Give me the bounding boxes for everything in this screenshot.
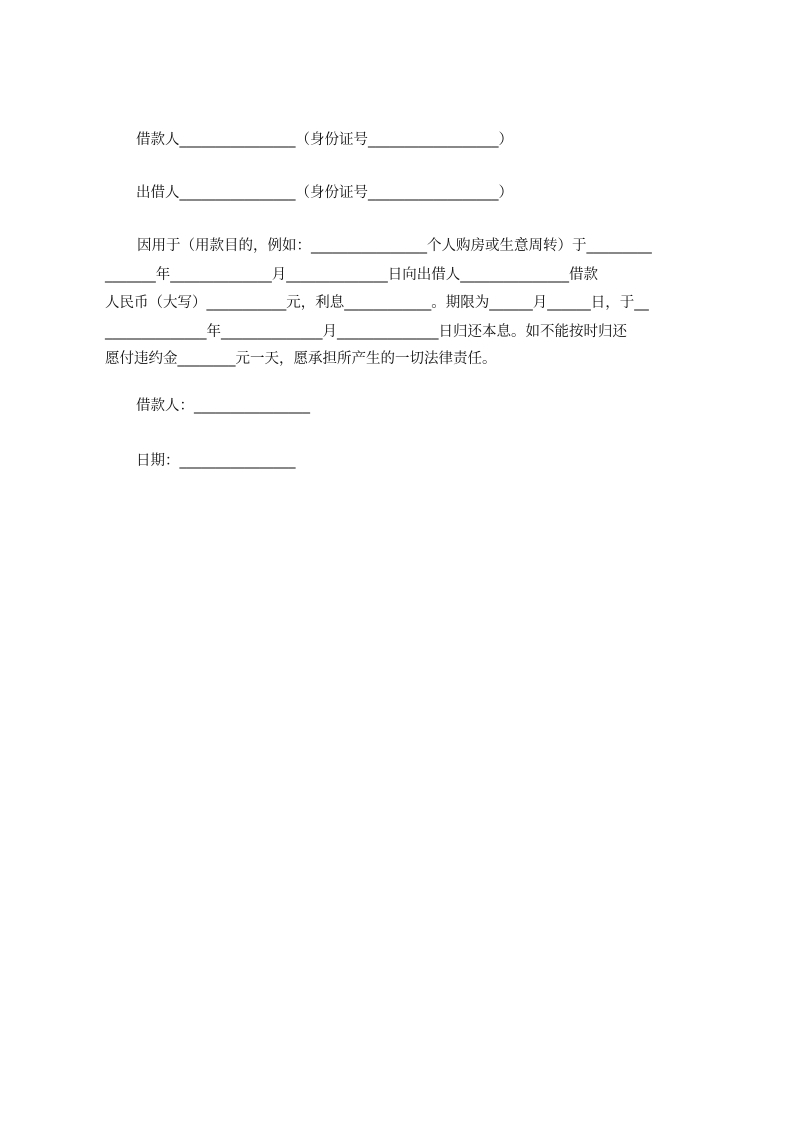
borrower-signature-line: 借款人：________________ [136,398,310,414]
borrower-id-line: 借款人________________（身份证号__________________） [136,132,513,148]
date-line: 日期：________________ [136,453,296,469]
body-line-2: _______年______________月______________日向出借人_______________借款 [105,267,598,283]
body-line-3: 人民币（大写）___________元，利息____________。期限为______月______日，于__ [105,295,649,311]
lender-id-line: 出借人________________（身份证号__________________） [136,185,513,201]
body-line-5: 愿付违约金________元一天，愿承担所产生的一切法律责任。 [105,351,497,367]
body-line-4: ______________年______________月______________日归还本息。如不能按时归还 [105,324,627,340]
body-line-1: 因用于（用款目的，例如：________________个人购房或生意周转）于_________ [137,238,652,254]
loan-document-page [0,58,793,469]
